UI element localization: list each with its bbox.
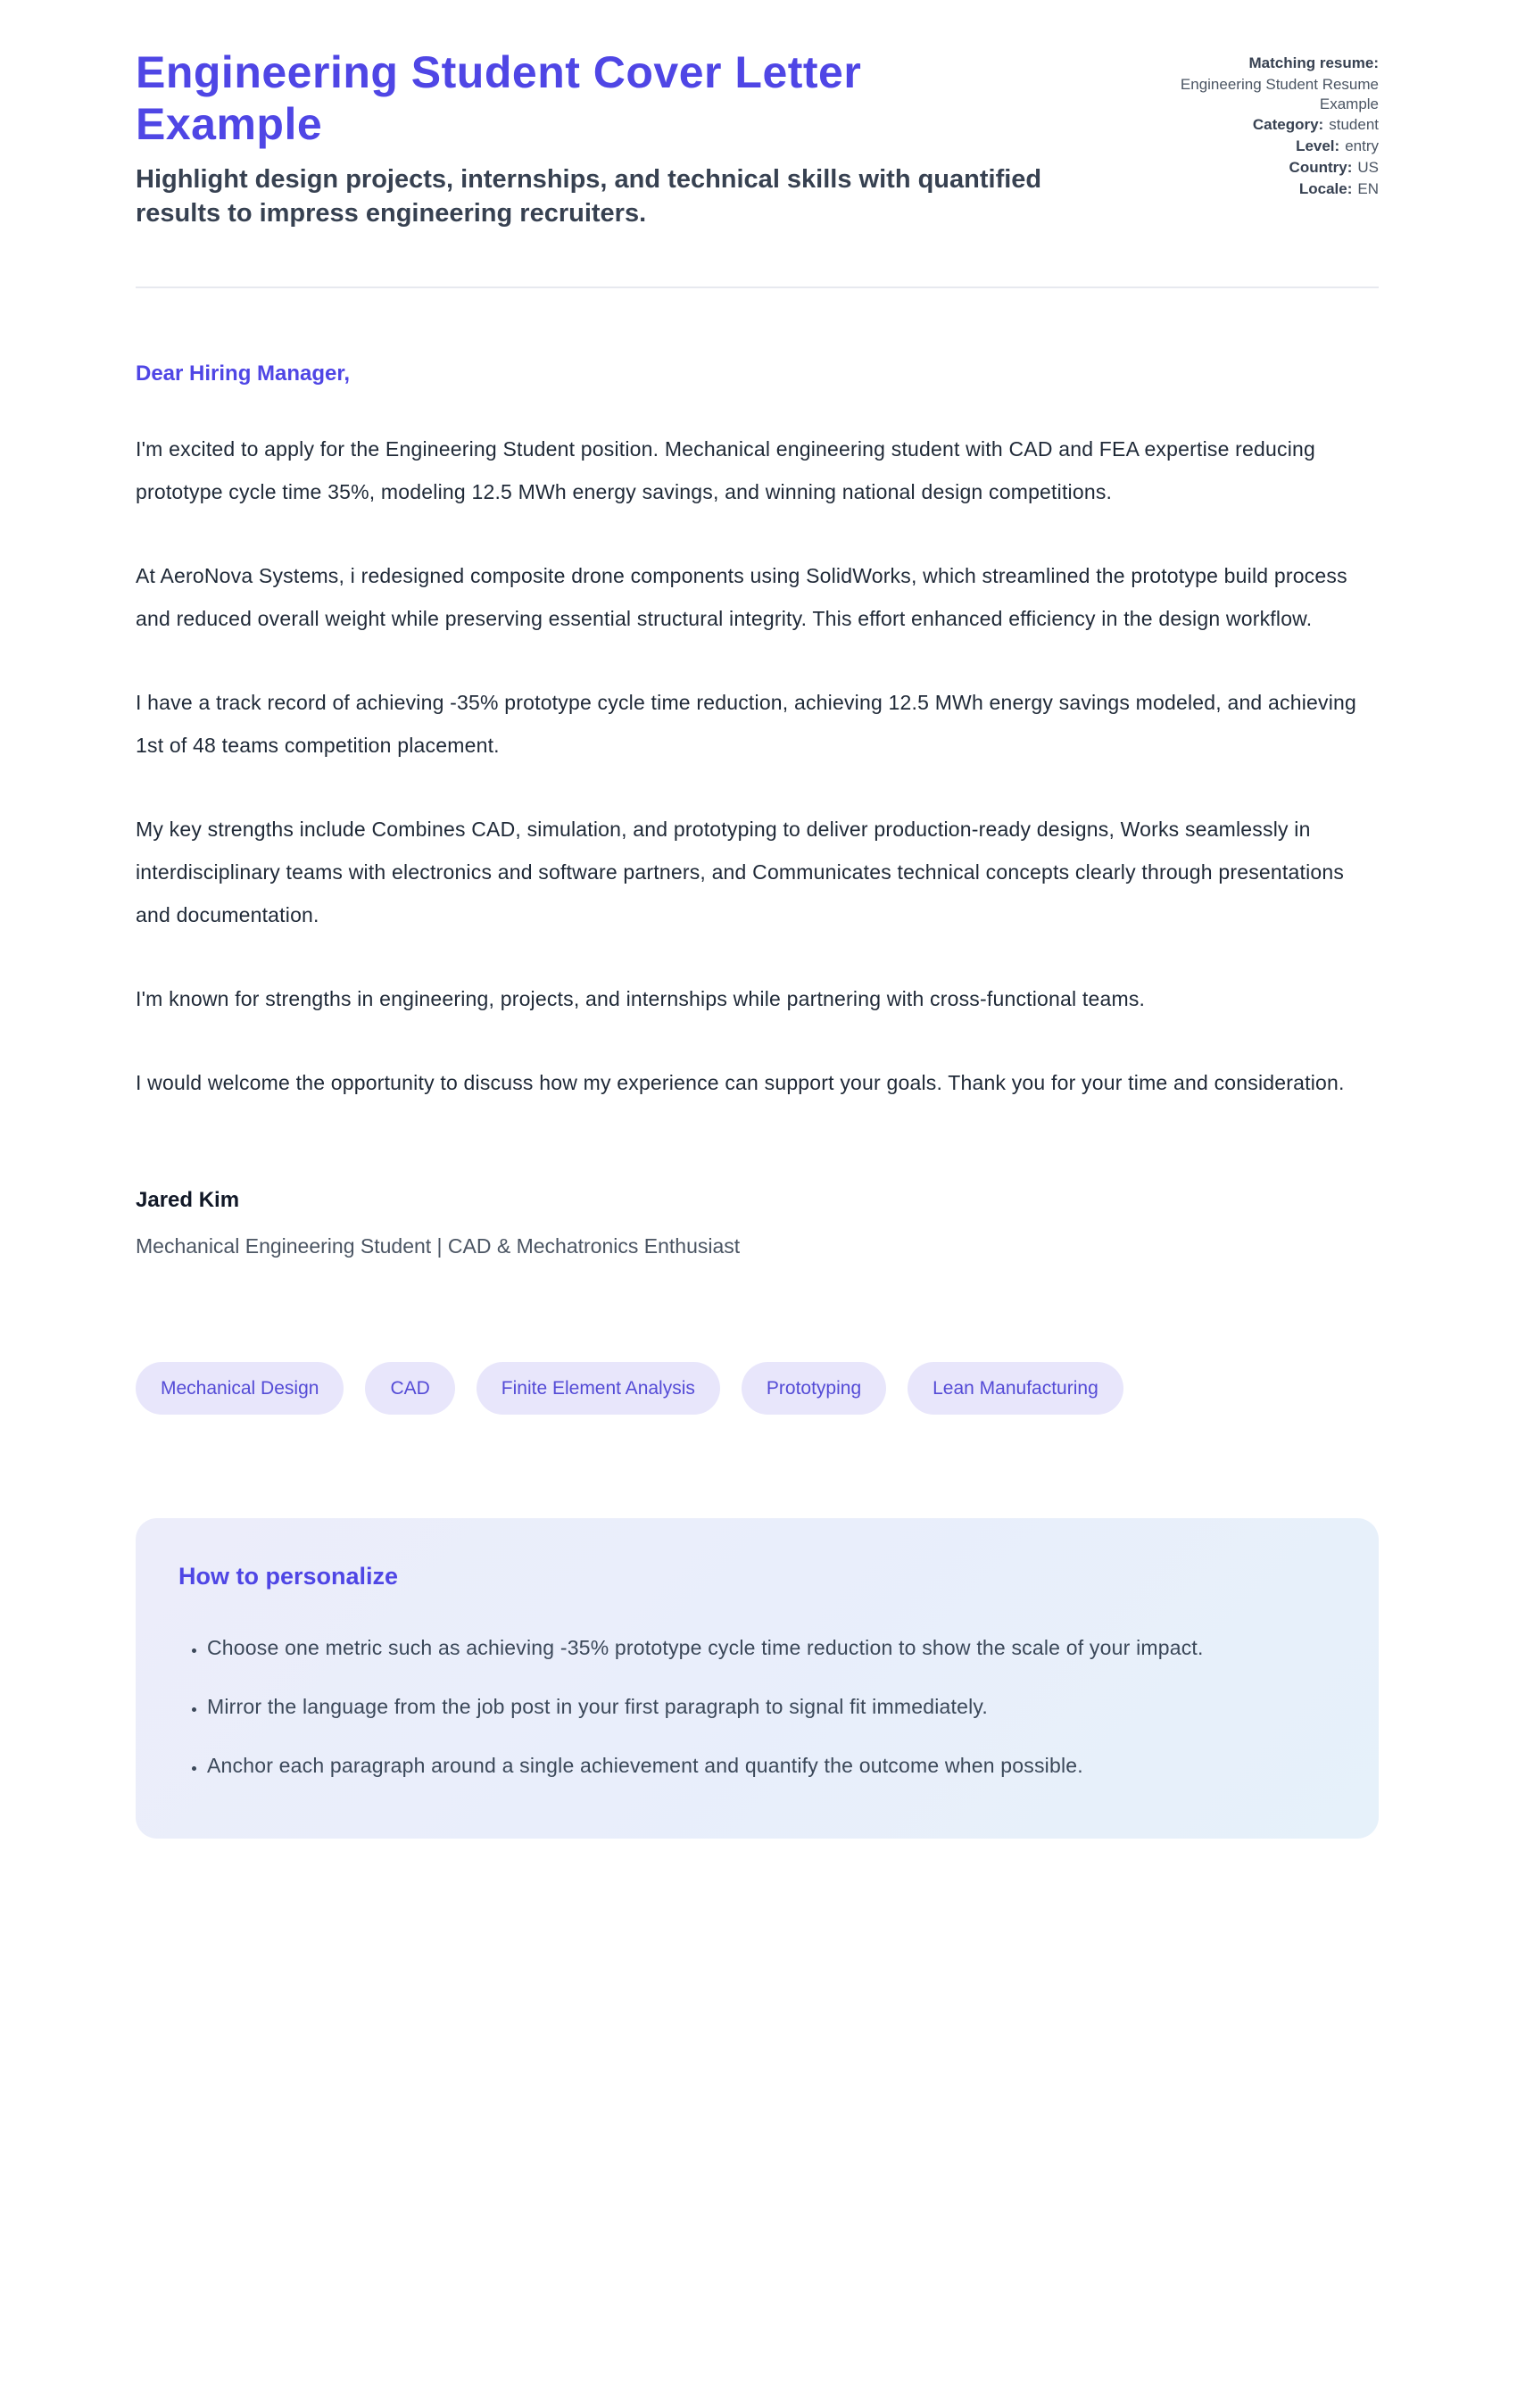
meta-label: Level: [1296, 137, 1340, 154]
personalize-tip-mirror-language: • Mirror the language from the job post in your first paragraph to signal fit immediately. [207, 1685, 1336, 1728]
letter-greeting: Dear Hiring Manager, [136, 361, 351, 386]
page-subtitle: Highlight design projects, internships, and technical skills with quantified results to impress engineering recruiters. [136, 165, 1042, 228]
meta-value: US [1357, 158, 1379, 176]
meta-label: Country: [1289, 158, 1353, 176]
letter-paragraph-closing: I would welcome the opportunity to discuss how my experience can support your goals. Thank you for your time and consideration. [136, 1070, 1345, 1094]
personalize-card-title: How to personalize [178, 1562, 399, 1590]
letter-paragraph-known-for: I'm known for strengths in engineering, projects, and internships while partnering with cross-functional teams. [136, 986, 1146, 1010]
meta-category [1127, 115, 1379, 135]
meta-value: student [1329, 116, 1379, 134]
header-divider [136, 286, 1379, 288]
skill-tag-prototyping: Prototyping [742, 1362, 886, 1415]
resume-meta-panel [1127, 54, 1379, 200]
meta-label: Matching resume: [1248, 54, 1379, 71]
meta-level [1127, 137, 1379, 156]
skill-tag-finite-element-analysis: Finite Element Analysis [477, 1362, 720, 1415]
meta-country [1127, 158, 1379, 178]
letter-paragraph-experience: At AeroNova Systems, i redesigned composite drone components using SolidWorks, which streamlined the prototype build process and reduced overall weight while preserving essential structural integrity. This effort enhanced efficiency in the design workflow. [136, 563, 1347, 630]
meta-matching-resume-label [1127, 54, 1379, 73]
skill-tag-cad: CAD [365, 1362, 454, 1415]
page-title: Engineering Student Cover Letter Example [136, 47, 862, 149]
page-header [136, 46, 1379, 231]
meta-value: entry [1345, 137, 1379, 154]
meta-locale [1127, 179, 1379, 199]
signature-block [136, 1188, 1379, 1258]
skill-tag-list [136, 1362, 1379, 1415]
personalize-tips-list [178, 1626, 1336, 1787]
personalize-tip-metric: • Choose one metric such as achieving -35% prototype cycle time reduction to show the scale of your impact. [207, 1626, 1336, 1669]
letter-paragraph-intro: I'm excited to apply for the Engineering Student position. Mechanical engineering student with CAD and FEA expertise reducing prototype cycle time 35%, modeling 12.5 MWh energy savings, and winning national design competitions. [136, 436, 1315, 503]
letter-paragraph-track-record: I have a track record of achieving -35% prototype cycle time reduction, achieving 12.5 MWh energy savings modeled, and achieving 1st of 48 teams competition placement. [136, 690, 1356, 757]
meta-value: Engineering Student Resume Example [1180, 75, 1379, 112]
meta-label: Category: [1252, 116, 1324, 134]
personalize-tip-anchor-achievement: • Anchor each paragraph around a single achievement and quantify the outcome when possible. [207, 1744, 1336, 1787]
personalize-tips-card [136, 1518, 1379, 1839]
meta-matching-resume-value [1127, 75, 1379, 114]
letter-body [136, 361, 1379, 1839]
skill-tag-lean-manufacturing: Lean Manufacturing [908, 1362, 1123, 1415]
skill-tag-mechanical-design: Mechanical Design [136, 1362, 344, 1415]
signature-role: Mechanical Engineering Student | CAD & Mechatronics Enthusiast [136, 1233, 741, 1258]
signature-name: Jared Kim [136, 1187, 240, 1212]
meta-value: EN [1357, 179, 1379, 197]
letter-paragraph-strengths: My key strengths include Combines CAD, simulation, and prototyping to deliver production-ready designs, Works seamlessly in interdisciplinary teams with electronics and software partners, and Communicates technical concepts clearly through presentations and documentation. [136, 817, 1345, 926]
header-title-block [136, 46, 1091, 231]
meta-label: Locale: [1298, 179, 1353, 197]
